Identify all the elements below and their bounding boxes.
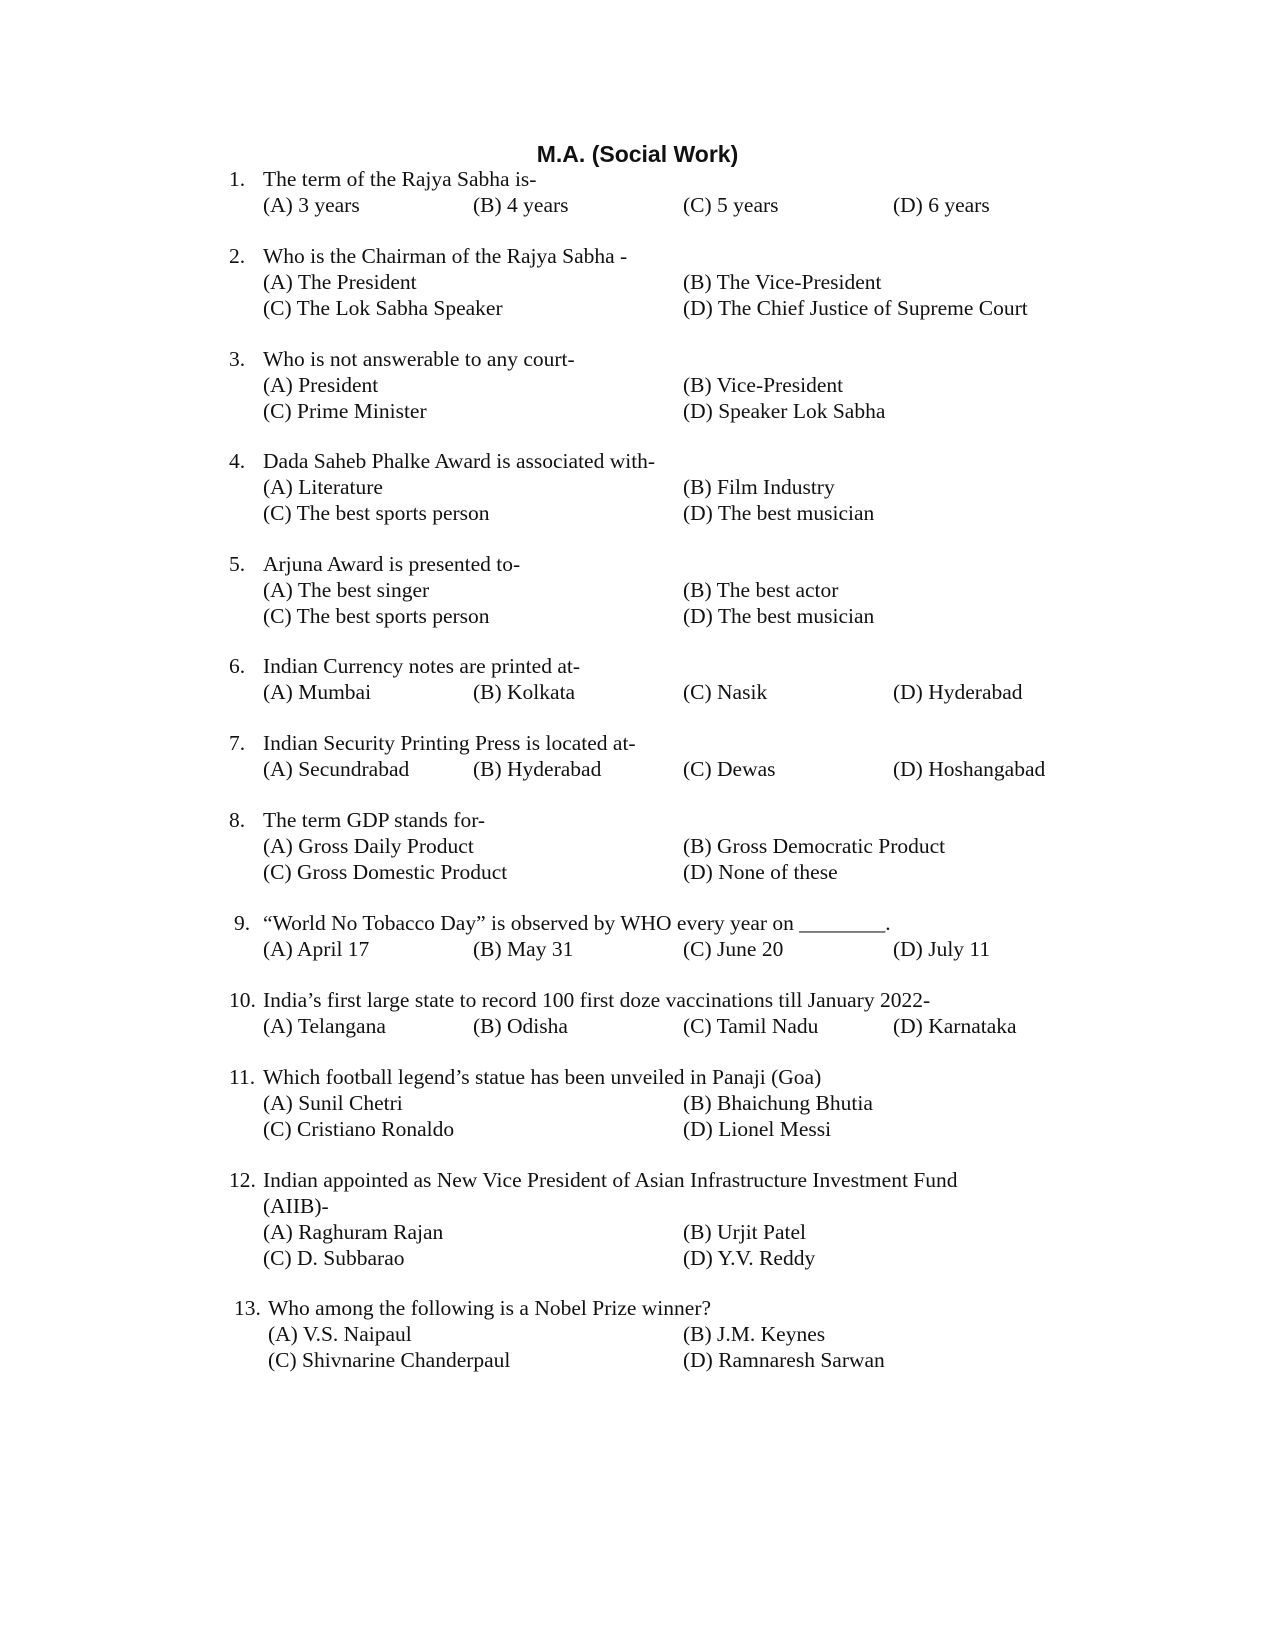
option-a: (A) Raghuram Rajan bbox=[263, 1220, 444, 1244]
question-text: Which football legend’s statue has been unveiled in Panaji (Goa) bbox=[263, 1065, 822, 1089]
option-b: (B) The Vice-President bbox=[683, 270, 882, 294]
question-text: Dada Saheb Phalke Award is associated with- bbox=[263, 449, 656, 473]
question-text: The term of the Rajya Sabha is- bbox=[263, 167, 537, 191]
option-a: (A) The President bbox=[263, 270, 417, 294]
option-b: (B) Vice-President bbox=[683, 373, 844, 397]
option-c: (C) Prime Minister bbox=[263, 399, 427, 423]
option-c: (C) Tamil Nadu bbox=[683, 1014, 819, 1038]
question-number: 5. bbox=[229, 552, 246, 576]
question-13 bbox=[234, 1295, 1234, 1373]
option-a: (A) The best singer bbox=[263, 578, 430, 602]
option-c: (C) The best sports person bbox=[263, 501, 490, 525]
question-text: Who is the Chairman of the Rajya Sabha - bbox=[263, 244, 628, 268]
question-9 bbox=[234, 910, 1234, 962]
question-number: 4. bbox=[229, 449, 246, 473]
option-b: (B) Kolkata bbox=[473, 680, 576, 704]
option-b: (B) May 31 bbox=[473, 937, 574, 961]
question-1 bbox=[229, 166, 1229, 218]
option-a: (A) April 17 bbox=[263, 937, 370, 961]
question-number: 12. bbox=[229, 1168, 256, 1192]
question-number: 7. bbox=[229, 731, 246, 755]
question-text-continued: (AIIB)- bbox=[263, 1194, 329, 1218]
option-d: (D) Ramnaresh Sarwan bbox=[683, 1348, 885, 1372]
question-text: Arjuna Award is presented to- bbox=[263, 552, 521, 576]
question-11 bbox=[229, 1064, 1229, 1142]
option-d: (D) The best musician bbox=[683, 604, 875, 628]
question-text: Who is not answerable to any court- bbox=[263, 347, 575, 371]
option-d: (D) Y.V. Reddy bbox=[683, 1246, 816, 1270]
option-d: (D) The best musician bbox=[683, 501, 875, 525]
option-b: (B) Film Industry bbox=[683, 475, 835, 499]
question-text: India’s first large state to record 100 first doze vaccinations till January 2022- bbox=[263, 988, 931, 1012]
option-b: (B) J.M. Keynes bbox=[683, 1322, 826, 1346]
option-b: (B) Odisha bbox=[473, 1014, 568, 1038]
question-number: 3. bbox=[229, 347, 246, 371]
question-10 bbox=[229, 987, 1229, 1039]
question-number: 9. bbox=[234, 911, 251, 935]
option-b: (B) Bhaichung Bhutia bbox=[683, 1091, 873, 1115]
option-d: (D) Hyderabad bbox=[893, 680, 1023, 704]
question-text: The term GDP stands for- bbox=[263, 808, 486, 832]
question-number: 6. bbox=[229, 654, 246, 678]
question-5 bbox=[229, 551, 1229, 629]
question-number: 1. bbox=[229, 167, 246, 191]
question-number: 2. bbox=[229, 244, 246, 268]
option-b: (B) The best actor bbox=[683, 578, 839, 602]
option-a: (A) Gross Daily Product bbox=[263, 834, 474, 858]
option-d: (D) July 11 bbox=[893, 937, 991, 961]
option-c: (C) The Lok Sabha Speaker bbox=[263, 296, 503, 320]
option-c: (C) D. Subbarao bbox=[263, 1246, 405, 1270]
option-d: (D) Hoshangabad bbox=[893, 757, 1046, 781]
option-c: (C) Cristiano Ronaldo bbox=[263, 1117, 455, 1141]
option-c: (C) Dewas bbox=[683, 757, 776, 781]
question-text: “World No Tobacco Day” is observed by WHO every year on ________. bbox=[263, 911, 891, 935]
option-b: (B) Hyderabad bbox=[473, 757, 602, 781]
option-a: (A) Secundrabad bbox=[263, 757, 410, 781]
option-b: (B) Gross Democratic Product bbox=[683, 834, 946, 858]
question-text: Who among the following is a Nobel Prize winner? bbox=[268, 1296, 712, 1320]
option-b: (B) Urjit Patel bbox=[683, 1220, 807, 1244]
option-d: (D) None of these bbox=[683, 860, 838, 884]
option-a: (A) 3 years bbox=[263, 193, 360, 217]
option-c: (C) 5 years bbox=[683, 193, 779, 217]
question-number: 10. bbox=[229, 988, 256, 1012]
option-a: (A) President bbox=[263, 373, 379, 397]
question-8 bbox=[229, 807, 1229, 885]
question-number: 8. bbox=[229, 808, 246, 832]
option-c: (C) The best sports person bbox=[263, 604, 490, 628]
option-d: (D) Speaker Lok Sabha bbox=[683, 399, 886, 423]
option-d: (D) Karnataka bbox=[893, 1014, 1017, 1038]
question-7 bbox=[229, 730, 1229, 782]
question-number: 11. bbox=[229, 1065, 256, 1089]
option-b: (B) 4 years bbox=[473, 193, 569, 217]
option-a: (A) Telangana bbox=[263, 1014, 386, 1038]
question-6 bbox=[229, 653, 1229, 705]
question-2 bbox=[229, 243, 1229, 321]
option-a: (A) Literature bbox=[263, 475, 383, 499]
option-c: (C) June 20 bbox=[683, 937, 784, 961]
option-a: (A) Sunil Chetri bbox=[263, 1091, 403, 1115]
option-a: (A) V.S. Naipaul bbox=[268, 1322, 412, 1346]
option-a: (A) Mumbai bbox=[263, 680, 372, 704]
option-c: (C) Nasik bbox=[683, 680, 768, 704]
question-text: Indian appointed as New Vice President of Asian Infrastructure Investment Fund bbox=[263, 1168, 958, 1192]
option-c: (C) Shivnarine Chanderpaul bbox=[268, 1348, 511, 1372]
question-4 bbox=[229, 448, 1229, 526]
question-3 bbox=[229, 346, 1229, 424]
paper-title: M.A. (Social Work) bbox=[536, 141, 739, 167]
question-number: 13. bbox=[234, 1296, 261, 1320]
option-d: (D) Lionel Messi bbox=[683, 1117, 832, 1141]
question-12 bbox=[229, 1167, 1229, 1271]
option-d: (D) 6 years bbox=[893, 193, 990, 217]
question-text: Indian Security Printing Press is located at- bbox=[263, 731, 636, 755]
question-text: Indian Currency notes are printed at- bbox=[263, 654, 580, 678]
option-c: (C) Gross Domestic Product bbox=[263, 860, 508, 884]
option-d: (D) The Chief Justice of Supreme Court bbox=[683, 296, 1028, 320]
